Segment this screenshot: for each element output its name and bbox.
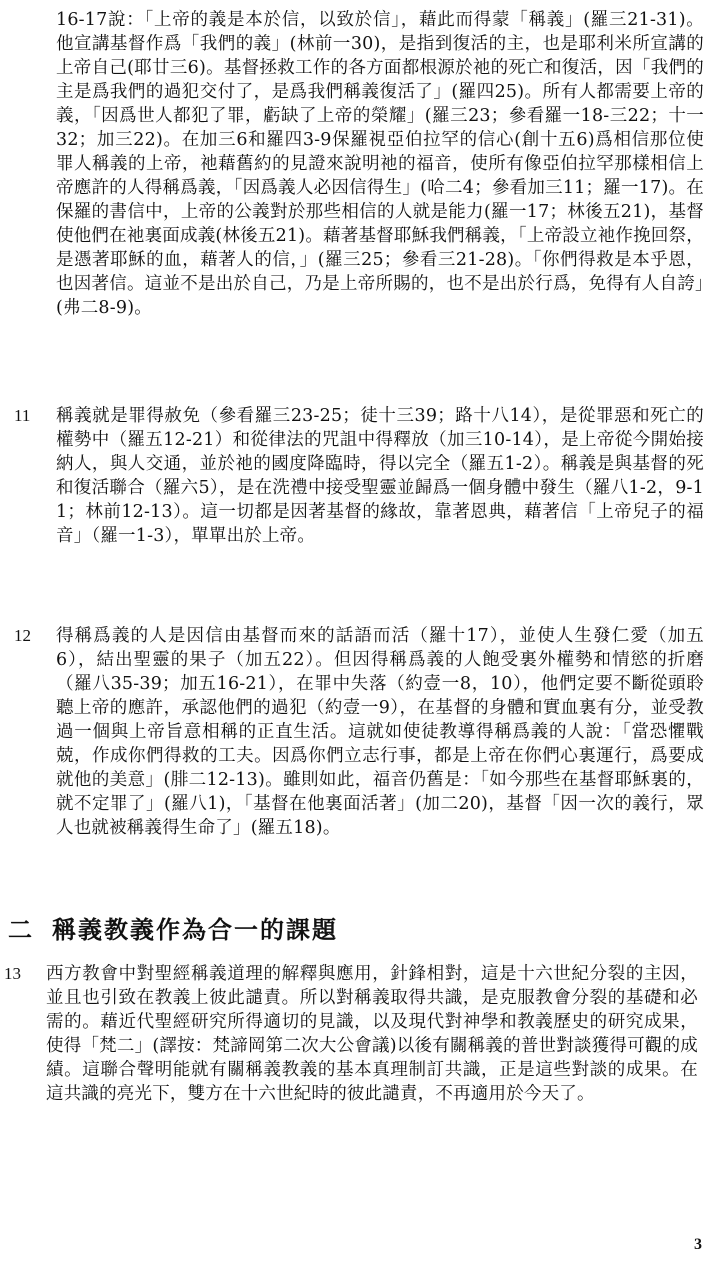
section-heading-title: 稱義教義作為合一的課題 bbox=[52, 915, 338, 944]
continued-paragraph: 16-17說：「上帝的義是本於信，以致於信」，藉此而得蒙「稱義」(羅三21-31)。他宣講基督作爲「我們的義」(林前一30)，是指到復活的主，也是耶利米所宣講的上帝自己(耶廿三6)。基督拯救工作的各方面都根源於祂的死亡和復活，因「我們的主是爲我們的過犯交付了，是爲我們稱義復活了」(羅四25)。所有人都需要上帝的義，「因爲世人都犯了罪，虧缺了上帝的榮耀」(羅三23；參看羅一18-三22；十一32；加三22)。在加三6和羅四3-9保羅視亞伯拉罕的信心(創十五6)爲相信那位使罪人稱義的上帝，祂藉舊約的見證來說明祂的福音，使所有像亞伯拉罕那樣相信上帝應許的人得稱爲義，「因爲義人必因信得生」(哈二4；參看加三11；羅一17)。在保羅的書信中，上帝的公義對於那些相信的人就是能力(羅一17；林後五21)，基督使他們在祂裏面成義(林後五21)。藉著基督耶穌我們稱義，「上帝設立祂作挽回祭，是憑著耶穌的血，藉著人的信，」(羅三25；參看三21-28)。「你們得救是本乎恩，也因著信。這並不是出於自己，乃是上帝所賜的，也不是出於行爲，免得有人自誇」(弗二8-9)。 bbox=[56, 10, 704, 318]
paragraph-number-12: 12 bbox=[14, 626, 31, 645]
paragraph-number-13: 13 bbox=[4, 964, 21, 983]
section-heading-number: 二 bbox=[8, 915, 34, 944]
paragraph-12: 得稱爲義的人是因信由基督而來的話語而活（羅十17），並使人生發仁愛（加五6），結出聖靈的果子（加五22）。但因得稱爲義的人飽受裏外權勢和情慾的折磨（羅八35-39；加五16-21），在罪中失落（約壹一8，10），他們定要不斷從頭聆聽上帝的應許，承認他們的過犯（約壹一9），在基督的身體和實血裏有分，並受教過一個與上帝旨意相稱的正直生活。這就如使徒教導得稱爲義的人說：「當恐懼戰兢，作成你們得救的工夫。因爲你們立志行事，都是上帝在你們心裏運行，爲要成就他的美意」(腓二12-13)。雖則如此，福音仍舊是：「如今那些在基督耶穌裏的，就不定罪了」(羅八1)，「基督在他裏面活著」(加二20)，基督「因一次的義行，眾人也就被稱義得生命了」(羅五18)。 bbox=[56, 626, 704, 838]
paragraph-13: 西方教會中對聖經稱義道理的解釋與應用，針鋒相對，這是十六世紀分裂的主因，並且也引致在教義上彼此譴責。所以對稱義取得共識，是克服教會分裂的基礎和必需的。藉近代聖經研究所得適切的見識，以及現代對神學和教義歷史的研究成果，使得「梵二」(譯按：梵諦岡第二次大公會議)以後有關稱義的普世對談獲得可觀的成績。這聯合聲明能就有關稱義教義的基本真理制訂共識，正是這些對談的成果。在這共識的亮光下，雙方在十六世紀時的彼此譴責，不再適用於今天了。 bbox=[46, 964, 698, 1104]
section-heading bbox=[8, 914, 338, 946]
page-number: 3 bbox=[694, 1236, 702, 1253]
paragraph-number-11: 11 bbox=[14, 406, 31, 425]
paragraph-11: 稱義就是罪得赦免（參看羅三23-25；徒十三39；路十八14），是從罪惡和死亡的權勢中（羅五12-21）和從律法的咒詛中得釋放（加三10-14），是上帝從今開始接納人，與人交通，並於祂的國度降臨時，得以完全（羅五1-2）。稱義是與基督的死和復活聯合（羅六5），是在洗禮中接受聖靈並歸爲一個身體中發生（羅八1-2，9-11；林前12-13）。這一切都是因著基督的緣故，靠著恩典，藉著信「上帝兒子的福音」（羅一1-3），單單出於上帝。 bbox=[56, 406, 704, 546]
